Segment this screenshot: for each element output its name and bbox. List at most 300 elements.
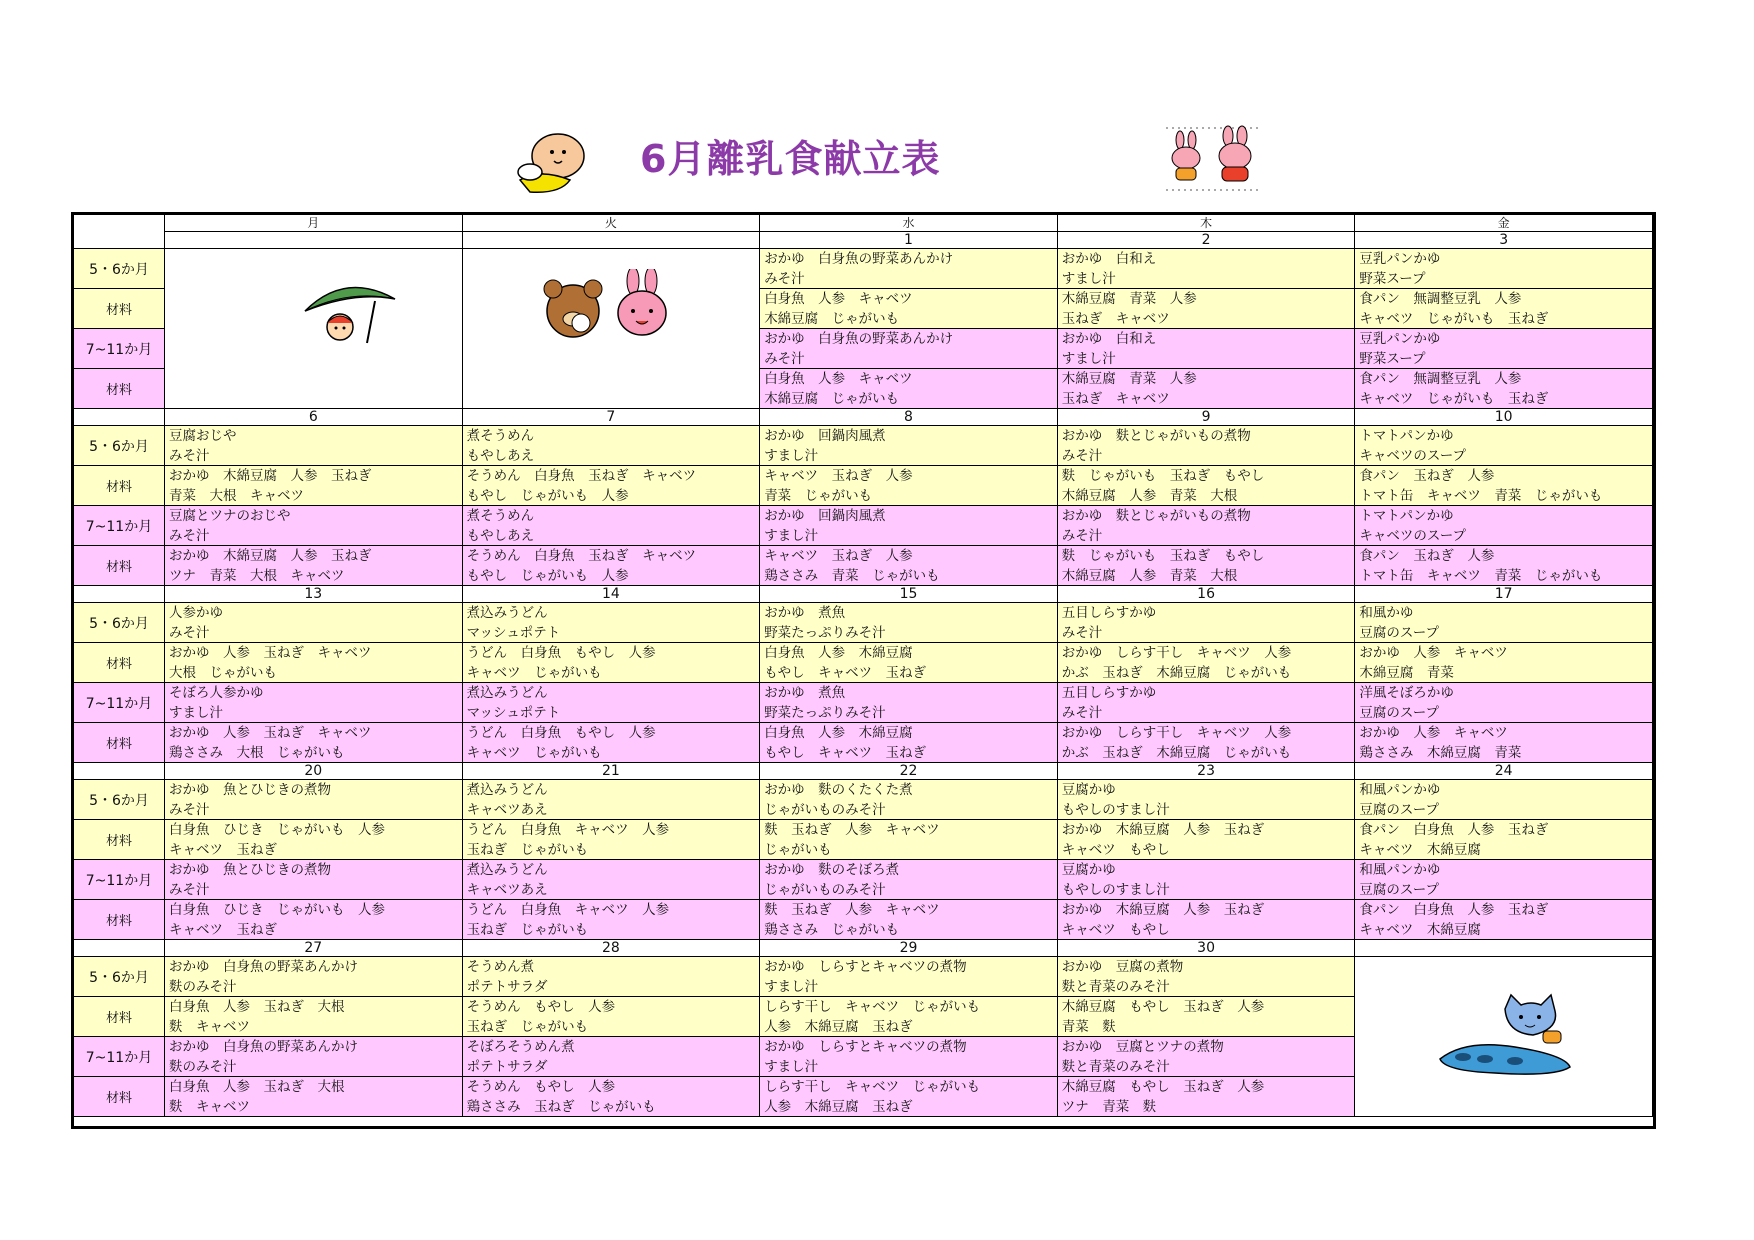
menu-line: 木綿豆腐 青菜 (1359, 665, 1454, 681)
date-row-label (74, 586, 165, 603)
date-number (1355, 940, 1653, 957)
row-label: 5・6か月 (74, 780, 165, 820)
menu-line: おかゆ 麩のそぼろ煮 (764, 862, 900, 878)
ingredients-cell (463, 1077, 761, 1117)
row-label: 7~11か月 (74, 683, 165, 723)
menu-cell (463, 1037, 761, 1077)
menu-line: おかゆ 豆腐とツナの煮物 (1061, 1039, 1224, 1055)
menu-line: すまし汁 (1061, 351, 1116, 367)
ingredients-cell (463, 546, 761, 586)
menu-line: 豆腐のスープ (1359, 802, 1440, 818)
menu-line: しらす干し キャベツ じゃがいも (764, 999, 981, 1015)
cat-swimming-icon (1435, 989, 1575, 1079)
ingredients-cell (1355, 546, 1653, 586)
menu-line: おかゆ しらすとキャベツの煮物 (764, 959, 967, 975)
menu-line: 鶏ささみ 木綿豆腐 青菜 (1359, 745, 1522, 761)
menu-line: 煮そうめん (466, 428, 535, 444)
menu-line: 豆乳パンかゆ (1359, 251, 1441, 267)
menu-line: おかゆ 魚とひじきの煮物 (169, 782, 331, 798)
menu-line: 玉ねぎ じゃがいも (466, 842, 589, 858)
menu-cell (1058, 860, 1356, 900)
ingredients-cell (1355, 289, 1653, 329)
menu-line: もやし キャベツ 玉ねぎ (764, 665, 927, 681)
ingredients-cell (760, 900, 1058, 940)
menu-line: キャベツ 木綿豆腐 (1359, 842, 1481, 858)
menu-line: すまし汁 (169, 705, 223, 721)
menu-line: みそ汁 (1061, 625, 1103, 641)
ingredients-cell (1355, 723, 1653, 763)
ingredients-cell (1058, 900, 1356, 940)
menu-cell (1058, 603, 1356, 643)
ingredients-cell (463, 997, 761, 1037)
menu-line: ポテトサラダ (466, 979, 548, 995)
menu-line: すまし汁 (764, 448, 819, 464)
menu-cell (1355, 603, 1653, 643)
ingredients-cell (1058, 369, 1356, 409)
menu-line: 鶏ささみ 青菜 じゃがいも (764, 568, 940, 584)
menu-line: みそ汁 (1061, 448, 1103, 464)
date-number: 21 (463, 763, 761, 780)
menu-line: うどん 白身魚 もやし 人参 (466, 645, 656, 661)
row-label: 材料 (74, 289, 165, 329)
menu-line: みそ汁 (169, 625, 210, 641)
menu-line: 麩 キャベツ (169, 1099, 250, 1115)
menu-line: 木綿豆腐 じゃがいも (764, 311, 900, 327)
menu-cell (760, 329, 1058, 369)
menu-cell (165, 860, 463, 900)
menu-line: もやしのすまし汁 (1061, 882, 1170, 898)
menu-cell (463, 957, 761, 997)
menu-line: おかゆ 白身魚の野菜あんかけ (764, 331, 954, 347)
menu-line: 青菜 大根 キャベツ (169, 488, 304, 504)
rabbits-icon (1158, 124, 1268, 194)
menu-line: みそ汁 (169, 528, 210, 544)
menu-cell (760, 249, 1058, 289)
ingredients-cell (1058, 1077, 1356, 1117)
menu-line: 豆腐かゆ (1061, 782, 1116, 798)
date-number: 14 (463, 586, 761, 603)
menu-line: もやし じゃがいも 人参 (466, 488, 629, 504)
menu-line: キャベツ 玉ねぎ (169, 842, 277, 858)
menu-table (71, 212, 1656, 1129)
menu-line: 木綿豆腐 青菜 人参 (1061, 371, 1197, 387)
menu-cell (165, 780, 463, 820)
menu-line: 鶏ささみ 玉ねぎ じゃがいも (466, 1099, 656, 1115)
menu-line: みそ汁 (1061, 528, 1103, 544)
menu-line: 五目しらすかゆ (1061, 605, 1157, 621)
row-label: 材料 (74, 900, 165, 940)
menu-line: そうめん もやし 人参 (466, 999, 616, 1015)
ingredients-cell (165, 900, 463, 940)
menu-line: キャベツあえ (466, 802, 548, 818)
ingredients-cell (760, 546, 1058, 586)
date-number: 17 (1355, 586, 1653, 603)
menu-line: 食パン 玉ねぎ 人参 (1359, 548, 1495, 564)
menu-line: 白身魚 人参 キャベツ (764, 371, 913, 387)
menu-line: おかゆ 木綿豆腐 人参 玉ねぎ (169, 548, 372, 564)
menu-line: 煮そうめん (466, 508, 535, 524)
ingredients-cell (1355, 820, 1653, 860)
menu-cell (1355, 683, 1653, 723)
row-label: 材料 (74, 820, 165, 860)
menu-cell (760, 426, 1058, 466)
menu-line: キャベツ 木綿豆腐 (1359, 922, 1481, 938)
menu-line: おかゆ しらす干し キャベツ 人参 (1061, 725, 1292, 741)
menu-line: 和風パンかゆ (1359, 782, 1441, 798)
row-label: 材料 (74, 997, 165, 1037)
menu-line: みそ汁 (169, 882, 210, 898)
menu-line: 食パン 白身魚 人参 玉ねぎ (1359, 822, 1549, 838)
menu-line: 麩 キャベツ (169, 1019, 250, 1035)
menu-line: 煮込みうどん (466, 685, 548, 701)
menu-line: 人参かゆ (169, 605, 223, 621)
menu-line: おかゆ 人参 玉ねぎ キャベツ (169, 645, 372, 661)
menu-cell (760, 860, 1058, 900)
menu-line: そうめん煮 (466, 959, 535, 975)
date-number: 6 (165, 409, 463, 426)
menu-line: 木綿豆腐 人参 青菜 大根 (1061, 488, 1238, 504)
ingredients-cell (463, 820, 761, 860)
menu-line: キャベツ もやし (1061, 842, 1170, 858)
menu-line: キャベツ じゃがいも (466, 745, 602, 761)
ingredients-cell (165, 643, 463, 683)
menu-line: 木綿豆腐 もやし 玉ねぎ 人参 (1061, 999, 1265, 1015)
menu-line: 豆腐かゆ (1061, 862, 1116, 878)
ingredients-cell (760, 369, 1058, 409)
date-number: 27 (165, 940, 463, 957)
menu-cell (165, 1037, 463, 1077)
menu-line: 五目しらすかゆ (1061, 685, 1157, 701)
menu-line: おかゆ 木綿豆腐 人参 玉ねぎ (1061, 902, 1265, 918)
menu-cell (1058, 1037, 1356, 1077)
menu-cell (165, 426, 463, 466)
ingredients-cell (760, 289, 1058, 329)
menu-line: 木綿豆腐 じゃがいも (764, 391, 900, 407)
menu-line: 白身魚 人参 キャベツ (764, 291, 913, 307)
menu-line: おかゆ 白身魚の野菜あんかけ (764, 251, 954, 267)
menu-line: すまし汁 (764, 1059, 819, 1075)
menu-line: 麩 玉ねぎ 人参 キャベツ (764, 822, 940, 838)
menu-line: キャベツ もやし (1061, 922, 1170, 938)
date-number (165, 232, 463, 249)
menu-cell (463, 426, 761, 466)
menu-cell (1355, 249, 1653, 289)
menu-line: 野菜スープ (1359, 271, 1426, 287)
menu-cell (1058, 957, 1356, 997)
date-number (463, 232, 761, 249)
menu-line: 豆腐おじや (169, 428, 237, 444)
weekday-header: 水 (760, 215, 1058, 232)
menu-cell (1058, 249, 1356, 289)
menu-line: 煮込みうどん (466, 605, 548, 621)
menu-line: 白身魚 人参 玉ねぎ 大根 (169, 1079, 345, 1095)
menu-line: キャベツ じゃがいも 玉ねぎ (1359, 391, 1549, 407)
menu-cell (760, 683, 1058, 723)
menu-line: キャベツ じゃがいも (466, 665, 602, 681)
menu-line: おかゆ 白身魚の野菜あんかけ (169, 1039, 358, 1055)
ingredients-cell (760, 643, 1058, 683)
weekday-header: 月 (165, 215, 463, 232)
row-label: 7~11か月 (74, 860, 165, 900)
ingredients-cell (1058, 466, 1356, 506)
menu-line: じゃがいものみそ汁 (764, 802, 886, 818)
menu-cell (165, 683, 463, 723)
date-number: 15 (760, 586, 1058, 603)
menu-line: ポテトサラダ (466, 1059, 548, 1075)
menu-line: マッシュポテト (466, 625, 561, 641)
menu-line: そぼろ人参かゆ (169, 685, 264, 701)
ingredients-cell (1058, 643, 1356, 683)
menu-line: 麩 玉ねぎ 人参 キャベツ (764, 902, 940, 918)
date-number: 9 (1058, 409, 1356, 426)
menu-line: じゃがいも (764, 842, 832, 858)
menu-line: おかゆ 木綿豆腐 人参 玉ねぎ (1061, 822, 1265, 838)
menu-cell (165, 603, 463, 643)
menu-line: おかゆ 麩とじゃがいもの煮物 (1061, 508, 1251, 524)
row-label: 5・6か月 (74, 426, 165, 466)
corner-cell (74, 215, 165, 249)
date-number: 22 (760, 763, 1058, 780)
menu-cell (1355, 780, 1653, 820)
date-number: 20 (165, 763, 463, 780)
ingredients-cell (760, 820, 1058, 860)
menu-line: 野菜たっぷりみそ汁 (764, 705, 886, 721)
menu-line: しらす干し キャベツ じゃがいも (764, 1079, 981, 1095)
menu-line: おかゆ 白身魚の野菜あんかけ (169, 959, 358, 975)
ingredients-cell (463, 643, 761, 683)
menu-cell (1355, 426, 1653, 466)
menu-line: キャベツ 玉ねぎ 人参 (764, 548, 913, 564)
menu-line: おかゆ 麩とじゃがいもの煮物 (1061, 428, 1251, 444)
row-label: 材料 (74, 723, 165, 763)
ingredients-cell (760, 997, 1058, 1037)
menu-line: 麩と青菜のみそ汁 (1061, 1059, 1170, 1075)
menu-line: 豆乳パンかゆ (1359, 331, 1441, 347)
menu-line: 食パン 白身魚 人参 玉ねぎ (1359, 902, 1549, 918)
date-number: 28 (463, 940, 761, 957)
menu-line: そぼろそうめん煮 (466, 1039, 575, 1055)
menu-line: 豆腐のスープ (1359, 625, 1440, 641)
menu-line: みそ汁 (169, 448, 210, 464)
menu-cell (760, 1037, 1058, 1077)
ingredients-cell (1355, 900, 1653, 940)
date-number: 30 (1058, 940, 1356, 957)
date-number: 23 (1058, 763, 1356, 780)
row-label: 材料 (74, 369, 165, 409)
menu-line: 木綿豆腐 もやし 玉ねぎ 人参 (1061, 1079, 1265, 1095)
menu-line: 麩のみそ汁 (169, 979, 237, 995)
leaf-umbrella-child-icon (295, 271, 405, 351)
menu-line: すまし汁 (764, 528, 819, 544)
ingredients-cell (1058, 289, 1356, 329)
menu-line: 食パン 無調整豆乳 人参 (1359, 371, 1522, 387)
date-number: 2 (1058, 232, 1356, 249)
menu-line: おかゆ 煮魚 (764, 685, 846, 701)
ingredients-cell (165, 546, 463, 586)
menu-line: ツナ 青菜 麩 (1061, 1099, 1157, 1115)
menu-cell (1058, 329, 1356, 369)
menu-line: キャベツあえ (466, 882, 548, 898)
menu-line: 青菜 じゃがいも (764, 488, 873, 504)
menu-line: すまし汁 (764, 979, 819, 995)
menu-line: かぶ 玉ねぎ 木綿豆腐 じゃがいも (1061, 665, 1292, 681)
menu-line: すまし汁 (1061, 271, 1116, 287)
menu-line: うどん 白身魚 キャベツ 人参 (466, 822, 670, 838)
menu-line: 鶏ささみ 大根 じゃがいも (169, 745, 345, 761)
ingredients-cell (165, 820, 463, 860)
menu-cell (1355, 506, 1653, 546)
ingredients-cell (463, 900, 761, 940)
weekday-header: 火 (463, 215, 761, 232)
date-number: 10 (1355, 409, 1653, 426)
menu-line: 和風かゆ (1359, 605, 1414, 621)
menu-cell (463, 860, 761, 900)
menu-line: 白身魚 人参 木綿豆腐 (764, 725, 913, 741)
menu-cell (1058, 506, 1356, 546)
menu-line: トマトパンかゆ (1359, 508, 1454, 524)
menu-line: みそ汁 (764, 351, 805, 367)
ingredients-cell (1058, 820, 1356, 860)
menu-line: トマト缶 キャベツ 青菜 じゃがいも (1359, 488, 1603, 504)
menu-cell (760, 603, 1058, 643)
menu-cell (760, 957, 1058, 997)
menu-line: 煮込みうどん (466, 782, 548, 798)
menu-line: おかゆ 白和え (1061, 251, 1157, 267)
ingredients-cell (165, 1077, 463, 1117)
menu-line: おかゆ 豆腐の煮物 (1061, 959, 1184, 975)
menu-cell (1058, 780, 1356, 820)
menu-line: そうめん 白身魚 玉ねぎ キャベツ (466, 468, 697, 484)
menu-line: おかゆ 回鍋肉風煮 (764, 428, 886, 444)
bear-rabbit-icon (533, 269, 683, 349)
menu-cell (1058, 426, 1356, 466)
menu-line: 木綿豆腐 人参 青菜 大根 (1061, 568, 1238, 584)
menu-line: 大根 じゃがいも (169, 665, 277, 681)
menu-line: 玉ねぎ キャベツ (1061, 311, 1170, 327)
row-label: 材料 (74, 643, 165, 683)
menu-line: おかゆ 人参 キャベツ (1359, 725, 1508, 741)
menu-line: もやしあえ (466, 528, 535, 544)
row-label: 7~11か月 (74, 506, 165, 546)
date-row-label (74, 940, 165, 957)
menu-line: みそ汁 (169, 802, 210, 818)
baby-eating-icon (500, 128, 600, 198)
date-number: 24 (1355, 763, 1653, 780)
ingredients-cell (760, 1077, 1058, 1117)
page-title: 6月離乳食献立表 (640, 137, 941, 181)
menu-line: みそ汁 (764, 271, 805, 287)
menu-line: じゃがいものみそ汁 (764, 882, 886, 898)
menu-line: 豆腐とツナのおじや (169, 508, 291, 524)
menu-line: おかゆ 人参 玉ねぎ キャベツ (169, 725, 372, 741)
menu-line: おかゆ 白和え (1061, 331, 1157, 347)
date-number: 1 (760, 232, 1058, 249)
menu-line: トマト缶 キャベツ 青菜 じゃがいも (1359, 568, 1603, 584)
menu-line: 玉ねぎ キャベツ (1061, 391, 1170, 407)
menu-line: そうめん もやし 人参 (466, 1079, 616, 1095)
menu-line: おかゆ 回鍋肉風煮 (764, 508, 886, 524)
menu-line: みそ汁 (1061, 705, 1103, 721)
menu-line: うどん 白身魚 もやし 人参 (466, 725, 656, 741)
menu-line: キャベツ 玉ねぎ 人参 (764, 468, 913, 484)
menu-line: 白身魚 人参 木綿豆腐 (764, 645, 913, 661)
menu-line: 白身魚 ひじき じゃがいも 人参 (169, 822, 385, 838)
menu-line: 麩 じゃがいも 玉ねぎ もやし (1061, 468, 1265, 484)
ingredients-cell (1058, 997, 1356, 1037)
menu-cell (165, 957, 463, 997)
menu-cell (1355, 329, 1653, 369)
menu-line: 鶏ささみ じゃがいも (764, 922, 900, 938)
menu-line: 野菜スープ (1359, 351, 1426, 367)
date-row-label (74, 409, 165, 426)
menu-line: 食パン 無調整豆乳 人参 (1359, 291, 1522, 307)
menu-line: もやしのすまし汁 (1061, 802, 1170, 818)
ingredients-cell (165, 466, 463, 506)
menu-cell (463, 603, 761, 643)
menu-line: 白身魚 人参 玉ねぎ 大根 (169, 999, 345, 1015)
menu-cell (760, 506, 1058, 546)
menu-line: おかゆ 麩のくたくた煮 (764, 782, 913, 798)
menu-line: おかゆ しらす干し キャベツ 人参 (1061, 645, 1292, 661)
row-label: 5・6か月 (74, 603, 165, 643)
menu-line: キャベツ 玉ねぎ (169, 922, 277, 938)
menu-cell (463, 780, 761, 820)
menu-line: そうめん 白身魚 玉ねぎ キャベツ (466, 548, 697, 564)
row-label: 材料 (74, 466, 165, 506)
menu-cell (463, 683, 761, 723)
menu-line: キャベツのスープ (1359, 448, 1467, 464)
menu-line: もやしあえ (466, 448, 535, 464)
menu-line: キャベツのスープ (1359, 528, 1467, 544)
ingredients-cell (760, 723, 1058, 763)
menu-line: 白身魚 ひじき じゃがいも 人参 (169, 902, 385, 918)
menu-line: 玉ねぎ じゃがいも (466, 1019, 589, 1035)
menu-line: 玉ねぎ じゃがいも (466, 922, 589, 938)
date-number: 29 (760, 940, 1058, 957)
menu-line: おかゆ 木綿豆腐 人参 玉ねぎ (169, 468, 372, 484)
menu-line: 麩のみそ汁 (169, 1059, 237, 1075)
menu-cell (165, 506, 463, 546)
menu-line: 人参 木綿豆腐 玉ねぎ (764, 1019, 913, 1035)
ingredients-cell (165, 723, 463, 763)
date-number: 7 (463, 409, 761, 426)
weekday-header: 金 (1355, 215, 1653, 232)
menu-line: トマトパンかゆ (1359, 428, 1454, 444)
menu-line: うどん 白身魚 キャベツ 人参 (466, 902, 670, 918)
ingredients-cell (1355, 466, 1653, 506)
menu-line: おかゆ 煮魚 (764, 605, 846, 621)
row-label: 材料 (74, 1077, 165, 1117)
date-row-label (74, 763, 165, 780)
row-label: 7~11か月 (74, 329, 165, 369)
menu-line: おかゆ しらすとキャベツの煮物 (764, 1039, 967, 1055)
menu-line: 食パン 玉ねぎ 人参 (1359, 468, 1495, 484)
menu-line: キャベツ じゃがいも 玉ねぎ (1359, 311, 1549, 327)
menu-line: かぶ 玉ねぎ 木綿豆腐 じゃがいも (1061, 745, 1292, 761)
date-number: 8 (760, 409, 1058, 426)
menu-cell (463, 506, 761, 546)
menu-cell (760, 780, 1058, 820)
menu-line: 麩と青菜のみそ汁 (1061, 979, 1170, 995)
row-label: 5・6か月 (74, 249, 165, 289)
menu-line: もやし じゃがいも 人参 (466, 568, 629, 584)
menu-line: 人参 木綿豆腐 玉ねぎ (764, 1099, 913, 1115)
menu-line: 豆腐のスープ (1359, 705, 1440, 721)
ingredients-cell (165, 997, 463, 1037)
menu-line: 和風パンかゆ (1359, 862, 1441, 878)
ingredients-cell (1058, 723, 1356, 763)
menu-line: 煮込みうどん (466, 862, 548, 878)
